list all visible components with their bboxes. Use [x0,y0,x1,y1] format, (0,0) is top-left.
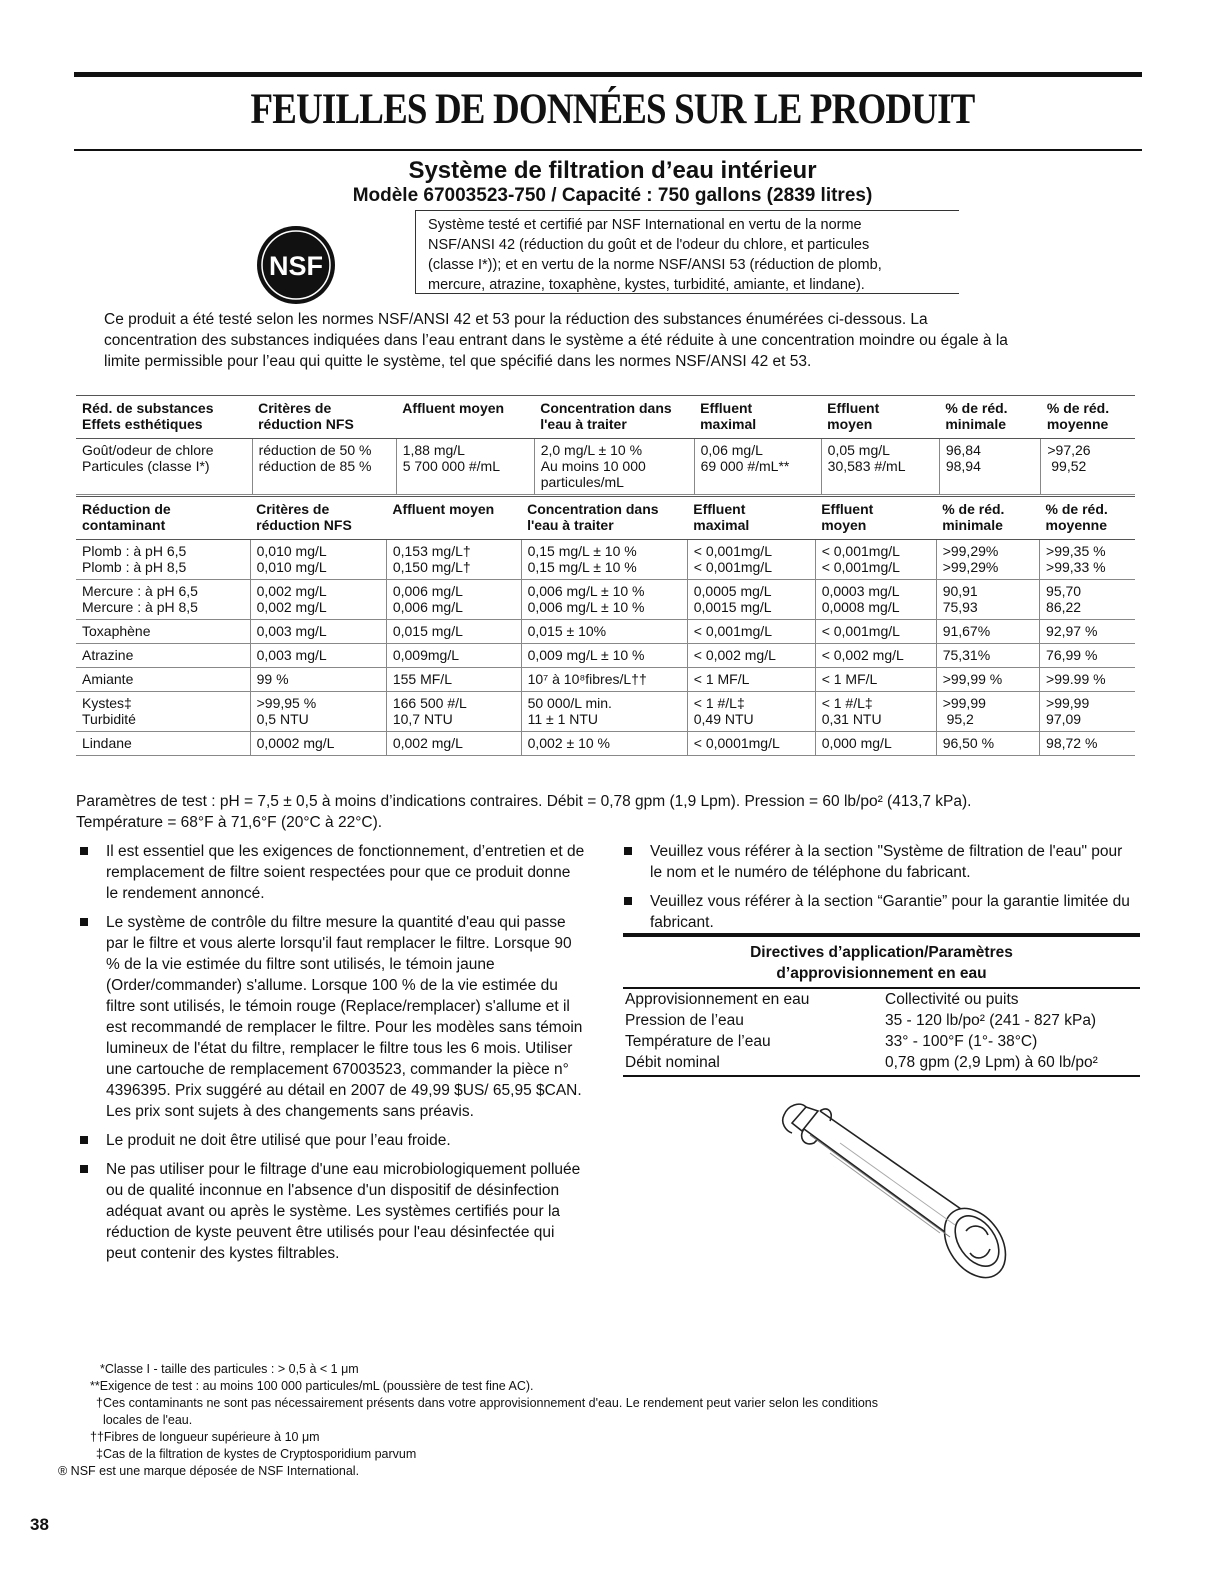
cell-text: 166 500 #/L [392,695,467,711]
cell-text: Goût/odeur de chlore [82,442,214,458]
table-cell [250,540,386,580]
cell-text: 96,84 [945,442,981,458]
cell-text: 86,22 [1046,599,1082,615]
table-cell [687,668,815,692]
page-title: FEUILLES DE DONNÉES SUR LE PRODUIT [250,86,975,133]
cell-text: 0,015 ± 10% [527,623,607,639]
table-cell [815,732,936,756]
table-cell [936,692,1039,732]
cell-text: 5 700 000 #/mL [402,458,500,474]
app-table-title [623,937,1140,987]
app-key: Pression de l’eau [625,1012,744,1029]
bullet-item [80,1130,585,1151]
bullet-square-icon [624,847,632,855]
cell-text: < 1 MF/L [693,671,750,687]
title-rule [74,149,1142,151]
cell-text: 0,003 mg/L [256,647,327,663]
table-cell [815,580,936,620]
table-cell [1040,668,1135,692]
bullet-square-icon [80,1136,88,1144]
cell-text: Mercure : à pH 8,5 [82,599,198,615]
cell-text: 90,91 [942,583,978,599]
certification-box [415,210,959,294]
aesthetic-table [76,396,1135,495]
bullet-square-icon [624,897,632,905]
cell-text: 155 MF/L [392,671,452,687]
cell-text: 99 % [256,671,289,687]
table-cell [687,732,815,756]
table-cell [250,620,386,644]
header-text: Réduction de [82,501,171,517]
cell-text: 95,70 [1046,583,1082,599]
cell-text: 0,05 mg/L [827,442,890,458]
cell-text: 0,002 ± 10 % [527,735,610,751]
table-cell [1041,439,1135,495]
footnote: ††Fibres de longueur supérieure à 10 μm [90,1430,320,1444]
subtitle: Système de filtration d’eau intérieur [408,157,817,184]
footnote: †Ces contaminants ne sont pas nécessairement présents dans votre approvisionnement d'eau. Le rendement peut varier selon les conditions [96,1396,879,1410]
cell-text: Au moins 10 000 [540,458,646,474]
cell-text: 0,006 mg/L ± 10 % [527,583,645,599]
footnote: ‡Cas de la filtration de kystes de Cryptosporidium parvum [96,1447,417,1461]
header-text: minimale [945,416,1007,432]
table-cell [821,439,939,495]
table-header-row [76,497,1135,540]
table-cell [687,620,815,644]
cell-text: 0,0005 mg/L [693,583,772,599]
cell-text: >99,29% [942,543,999,559]
cell-text: 76,99 % [1046,647,1098,663]
left-bullet-list [80,841,585,1272]
table-cell [939,439,1041,495]
cell-text: 0,006 mg/L ± 10 % [527,599,645,615]
table-cell [76,732,250,756]
table-header-cell [386,497,521,540]
cell-text: 0,5 NTU [256,711,309,727]
cell-text: < 0,001mg/L [821,623,900,639]
app-title-line: Directives d’application/Paramètres [750,944,1013,961]
table-cell [386,580,521,620]
cell-text: Mercure : à pH 6,5 [82,583,198,599]
bullet-square-icon [80,1165,88,1173]
cell-text: 0,010 mg/L [256,559,327,575]
cell-text: < 0,002 mg/L [821,647,904,663]
intro-line: concentration des substances indiquées dans l’eau entrant dans le système a été réduite à une concentration moindre ou égale à la [104,332,1008,349]
cell-text: 99,52 [1047,458,1087,474]
header-text: Effluent [693,501,746,517]
top-rule [74,72,1142,77]
table-header-cell [76,497,250,540]
table-row [76,668,1135,692]
table-cell [687,540,815,580]
table-row [76,580,1135,620]
cell-text: Toxaphène [82,623,151,639]
cell-text: >99,95 % [256,695,317,711]
table-cell [687,580,815,620]
footnote: **Exigence de test : au moins 100 000 particules/mL (poussière de test fine AC). [90,1379,534,1393]
cell-text: Plomb : à pH 6,5 [82,543,187,559]
cell-text: 0,0008 mg/L [821,599,900,615]
cell-text: 0,002 mg/L [256,583,327,599]
table-cell [252,439,396,495]
water-filter-cartridge-image [770,1093,1018,1283]
page-number: 38 [30,1515,49,1534]
app-table-bottom-rule [623,1075,1140,1077]
cell-text: 50 000/L min. [527,695,612,711]
bullet-text: Ne pas utiliser pour le filtrage d'une eau microbiologiquement polluée ou de qualité inconnue en l'absence d'un dispositif de désinfection adéquat avant ou après le système. Les systèmes certifiés pour la réduction de kyste peuvent être utilisés pour l'eau désinfectée qui peut contenir des kystes filtrables. [106,1161,581,1262]
table-header-cell [687,497,815,540]
footnote: *Classe I - taille des particules : > 0,5 à < 1 μm [100,1362,359,1376]
cell-text: 75,93 [942,599,978,615]
cert-line: Système testé et certifié par NSF International en vertu de la norme [428,217,862,233]
table-cell [815,692,936,732]
cell-text: >99,99 % [942,671,1003,687]
table-header-cell [815,497,936,540]
cell-text: 0,31 NTU [821,711,882,727]
table-cell [76,668,250,692]
header-text: Effluent [821,501,874,517]
table-cell [1040,644,1135,668]
nsf-logo-text: NSF [269,251,323,281]
table-cell [76,692,250,732]
model-line: Modèle 67003523-750 / Capacité : 750 gallons (2839 litres) [352,185,873,206]
table-header-cell [694,396,821,439]
cell-text: < 0,0001mg/L [693,735,780,751]
app-value: Collectivité ou puits [885,991,1019,1008]
header-text: maximal [693,517,750,533]
table-cell [386,644,521,668]
bullet-square-icon [80,918,88,926]
cell-text: 0,0002 mg/L [256,735,335,751]
cell-text: 0,000 mg/L [821,735,892,751]
cell-text: 0,0003 mg/L [821,583,900,599]
header-text: moyen [827,416,873,432]
app-row [623,1010,1140,1031]
cell-text: < 0,002 mg/L [693,647,776,663]
header-text: l'eau à traiter [527,517,614,533]
cell-text: < 0,001mg/L [693,543,772,559]
table-header-cell [534,396,694,439]
app-key: Débit nominal [625,1054,720,1071]
cell-text: 0,009 mg/L ± 10 % [527,647,645,663]
table-cell [936,580,1039,620]
header-text: réduction NFS [256,517,352,533]
cell-text: < 1 #/L‡ [693,695,745,711]
header-text: moyen [821,517,867,533]
table-cell [386,692,521,732]
header-text: contaminant [82,517,166,533]
test-parameters [76,791,1136,833]
header-text: maximal [700,416,757,432]
table-cell [687,692,815,732]
bullet-text: Le système de contrôle du filtre mesure la quantité d'eau qui passe par le filtre et vous alerte lorsqu'il faut remplacer le filtre. Lorsque 90 % de la vie estimée du filtre sont utilisés, le témoin jaune (Order/commander) s'allume. Lorsque 100 % de la vie estimée du filtre sont utilisés, le témoin rouge (Replace/remplacer) s'allume et il est recommandé de remplacer le filtre. Pour les modèles sans témoin lumineux de l'état du filtre, remplacer le filtre tous les 6 mois. Utiliser une cartouche de remplacement 67003523, commander la pièce n° 4396395. Prix suggéré au détail en 2007 de 49,99 $US/ 65,95 $CAN. Les prix sont sujets à des changements sans préavis. [106,914,583,1120]
header-text: % de réd. [1045,501,1108,517]
cell-text: particules/mL [540,474,624,490]
cell-text: >97,26 [1047,442,1091,458]
header-text: Affluent moyen [402,400,505,416]
table-header-cell [939,396,1041,439]
table-header-cell [76,396,252,439]
table-row [76,732,1135,756]
cell-text: < 1 #/L‡ [821,695,873,711]
cell-text: 92,97 % [1046,623,1098,639]
right-bullet-list [624,841,1134,941]
cell-text: 10,7 NTU [392,711,453,727]
table-row [76,620,1135,644]
header-text: Critères de [258,400,332,416]
app-key: Approvisionnement en eau [625,991,810,1008]
cell-text: Turbidité [82,711,136,727]
header-text: Affluent moyen [392,501,495,517]
table-cell [1040,620,1135,644]
cell-text: 91,67% [942,623,991,639]
cell-text: Amiante [82,671,134,687]
header-text: % de réd. [942,501,1005,517]
table-header-cell [936,497,1039,540]
table-row [76,540,1135,580]
table-cell [521,620,687,644]
cell-text: 0,002 mg/L [392,735,463,751]
cell-text: 1,88 mg/L [402,442,465,458]
app-row [623,1052,1140,1073]
cell-text: 10⁷ à 10⁸fibres/L†† [527,671,647,687]
table-row [76,692,1135,732]
table-cell [386,540,521,580]
table-cell [694,439,821,495]
table-cell [521,732,687,756]
cell-text: Lindane [82,735,132,751]
table-cell [521,692,687,732]
cell-text: >99,99 [942,695,986,711]
cell-text: 0,150 mg/L† [392,559,471,575]
header-text: minimale [942,517,1003,533]
table-header-cell [252,396,396,439]
bullet-text: Veuillez vous référer à la section "Système de filtration de l'eau" pour le nom et le numéro de téléphone du fabricant. [650,843,1123,881]
table-cell [250,692,386,732]
table-cell [396,439,534,495]
header-text: Critères de [256,501,330,517]
table-cell [250,732,386,756]
table-cell [250,580,386,620]
bullet-text: Il est essentiel que les exigences de fonctionnement, d’entretien et de remplacement de filtre soient respectées pour que ce produit donne le rendement annoncé. [106,843,585,902]
cell-text: Particules (classe I*) [82,458,210,474]
bullet-item [80,912,585,1122]
cell-text: >99,33 % [1046,559,1106,575]
table-row [76,644,1135,668]
header-text: Effluent [827,400,880,416]
cell-text: 69 000 #/mL** [700,458,790,474]
header-text: Effluent [700,400,753,416]
table-row [76,439,1135,495]
table-cell [815,644,936,668]
cell-text: 0,153 mg/L† [392,543,471,559]
cell-text: 0,06 mg/L [700,442,763,458]
table-cell [936,620,1039,644]
header-text: l'eau à traiter [540,416,627,432]
intro-line: limite permissible pour l’eau qui quitte le système, tel que spécifié dans les normes NSF/ANSI 42 et 53. [104,353,812,370]
cell-text: 0,0015 mg/L [693,599,772,615]
header-text: % de réd. [1046,400,1110,416]
cert-line: NSF/ANSI 42 (réduction du goût et de l'odeur du chlore, et particules [428,237,870,253]
table-cell [521,540,687,580]
header-text: réduction NFS [258,416,354,432]
intro-paragraph [104,309,1144,372]
cell-text: Plomb : à pH 8,5 [82,559,187,575]
cell-text: réduction de 50 % [258,442,372,458]
cell-text: 11 ± 1 NTU [527,711,599,727]
header-text: Réd. de substances [82,400,214,416]
header-text: Concentration dans [527,501,659,517]
cell-text: 96,50 % [942,735,995,751]
table-cell [1040,692,1135,732]
nsf-logo [255,224,337,306]
table-cell [1040,732,1135,756]
table-header-row [76,396,1135,439]
header-text: Effets esthétiques [82,416,203,432]
table-cell [936,668,1039,692]
cell-text: < 0,001mg/L [821,543,900,559]
table-header-cell [521,497,687,540]
cell-text: < 0,001mg/L [693,559,772,575]
cell-text: 98,72 % [1046,735,1098,751]
bullet-square-icon [80,847,88,855]
table-cell [936,540,1039,580]
bullet-item [624,891,1134,933]
cell-text: 0,006 mg/L [392,599,463,615]
cell-text: < 0,001mg/L [693,623,772,639]
bullet-item [80,1159,585,1264]
table-cell [386,620,521,644]
header-text: % de réd. [945,400,1008,416]
app-value: 0,78 gpm (2,9 Lpm) à 60 lb/po² [885,1054,1098,1071]
app-title-line: d’approvisionnement en eau [776,965,987,982]
params-line: Température = 68°F à 71,6°F (20°C à 22°C). [76,814,383,831]
cell-text: >99.99 % [1046,671,1106,687]
table-cell [386,732,521,756]
table-cell [76,644,250,668]
table-cell [76,620,250,644]
cell-text: 0,49 NTU [693,711,754,727]
table-cell [815,620,936,644]
table-cell [521,668,687,692]
table-cell [76,540,250,580]
table-cell [1040,580,1135,620]
cell-text: < 0,001mg/L [821,559,900,575]
bullet-item [624,841,1134,883]
cert-line: (classe I*)); et en vertu de la norme NSF/ANSI 53 (réduction de plomb, [428,257,882,273]
footnote: ® NSF est une marque déposée de NSF International. [58,1464,360,1478]
cell-text: >99,29% [942,559,999,575]
table-header-cell [1040,497,1135,540]
cell-text: 75,31% [942,647,991,663]
cell-text: 0,010 mg/L [256,543,327,559]
cell-text: 0,006 mg/L [392,583,463,599]
bullet-item [80,841,585,904]
table-cell [936,644,1039,668]
app-value: 33° - 100°F (1°- 38°C) [885,1033,1038,1050]
header-text: moyenne [1046,416,1109,432]
table-cell [76,439,252,495]
intro-line: Ce produit a été testé selon les normes NSF/ANSI 42 et 53 pour la réduction des substances énumérées ci-dessous. La [104,311,928,328]
cell-text: 98,94 [945,458,981,474]
contaminant-table [76,496,1135,756]
table-header-cell [821,396,939,439]
table-cell [250,644,386,668]
cell-text: >99,99 [1046,695,1090,711]
cell-text: 0,002 mg/L [256,599,327,615]
table-cell [76,580,250,620]
table-header-cell [396,396,534,439]
application-guidelines-table [623,933,1140,1077]
table-cell [1040,540,1135,580]
app-row [623,1031,1140,1052]
cell-text: 30,583 #/mL [827,458,906,474]
cell-text: Kystes‡ [82,695,132,711]
bullet-text: Le produit ne doit être utilisé que pour l’eau froide. [106,1132,451,1149]
table-cell [521,580,687,620]
table-cell [521,644,687,668]
app-row [623,989,1140,1010]
cell-text: 0,15 mg/L ± 10 % [527,543,637,559]
cell-text: < 1 MF/L [821,671,878,687]
table-cell [687,644,815,668]
app-key: Température de l’eau [625,1033,771,1050]
cell-text: 0,015 mg/L [392,623,463,639]
bullet-text: Veuillez vous référer à la section “Garantie” pour la garantie limitée du fabricant. [650,893,1130,931]
footnote: locales de l'eau. [96,1413,193,1427]
cell-text: 97,09 [1046,711,1082,727]
table-cell [815,540,936,580]
table-cell [815,668,936,692]
footnotes [58,1361,1158,1480]
cell-text: réduction de 85 % [258,458,372,474]
table-cell [936,732,1039,756]
table-cell [386,668,521,692]
app-value: 35 - 120 lb/po² (241 - 827 kPa) [885,1012,1097,1029]
header-text: moyenne [1045,517,1107,533]
cell-text: >99,35 % [1046,543,1106,559]
cell-text: 2,0 mg/L ± 10 % [540,442,643,458]
cell-text: 0,003 mg/L [256,623,327,639]
cell-text: Atrazine [82,647,134,663]
cell-text: 0,15 mg/L ± 10 % [527,559,637,575]
header-text: Concentration dans [540,400,672,416]
cert-line: mercure, atrazine, toxaphène, kystes, turbidité, amiante, et lindane). [428,277,865,293]
table-cell [250,668,386,692]
table-header-cell [1041,396,1135,439]
cell-text: 0,009mg/L [392,647,460,663]
table-header-cell [250,497,386,540]
params-line: Paramètres de test : pH = 7,5 ± 0,5 à moins d’indications contraires. Débit = 0,78 gpm (1,9 Lpm). Pression = 60 lb/po² (413,7 kPa). [76,793,972,810]
table-cell [534,439,694,495]
cell-text: 95,2 [942,711,974,727]
